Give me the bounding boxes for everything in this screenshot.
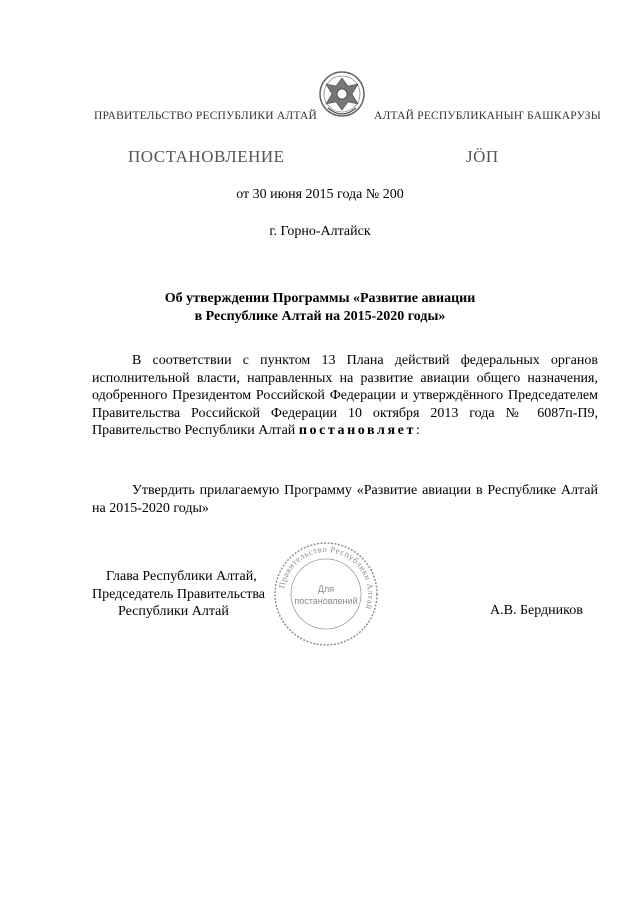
stamp-center-line-2: постановлений bbox=[294, 596, 358, 606]
signer-title-line-3: Республики Алтай bbox=[118, 604, 229, 619]
stamp-center-line-1: Для bbox=[317, 584, 335, 594]
signer-name: А.В. Бердников bbox=[490, 603, 583, 618]
resolution-text: Утвердить прилагаемую Программу «Развитие авиации в Республике Алтай на 2015-2020 годы» bbox=[92, 483, 598, 516]
signer-title-line-2: Председатель Правительства bbox=[92, 586, 265, 602]
doc-type-alt: JÖП bbox=[466, 147, 499, 166]
paragraph-preamble bbox=[92, 352, 598, 440]
signature-title-block bbox=[92, 568, 265, 621]
document-date-number: от 30 июня 2015 года № 200 bbox=[236, 187, 404, 202]
title-line-2: в Республике Алтай на 2015-2020 годы» bbox=[194, 309, 446, 324]
decree-verb: постановляет bbox=[298, 423, 416, 438]
doc-type-ru: ПОСТАНОВЛЕНИЕ bbox=[128, 147, 285, 166]
coat-of-arms-emblem bbox=[314, 70, 370, 122]
document-city: г. Горно-Алтайск bbox=[269, 224, 371, 239]
decree-colon: : bbox=[415, 423, 420, 438]
title-line-1: Об утверждении Программы «Развитие авиации bbox=[164, 291, 476, 306]
stamp-ring-text: Правительство Республики Алтай bbox=[276, 543, 377, 612]
official-stamp bbox=[272, 540, 380, 648]
document-title bbox=[130, 290, 510, 326]
paragraph-resolution bbox=[92, 482, 598, 517]
preamble-text: В соответствии с пунктом 13 Плана действий федеральных органов исполнительной власти, направленных на развитие авиации общего назначения, одобренного Президентом Российской Федерации и утверждённого Председателем Правительства Российской Федерации 10 октября 2013 года № 6087п-П9, Правительство Республики Алтай bbox=[92, 353, 598, 438]
signer-title-line-1: Глава Республики Алтай, bbox=[106, 569, 257, 584]
header-government-ru: ПРАВИТЕЛЬСТВО РЕСПУБЛИКИ АЛТАЙ bbox=[94, 110, 318, 122]
header-government-alt: АЛТАЙ РЕСПУБЛИКАНЫҤ БАШКАРУЗЫ bbox=[374, 110, 601, 122]
